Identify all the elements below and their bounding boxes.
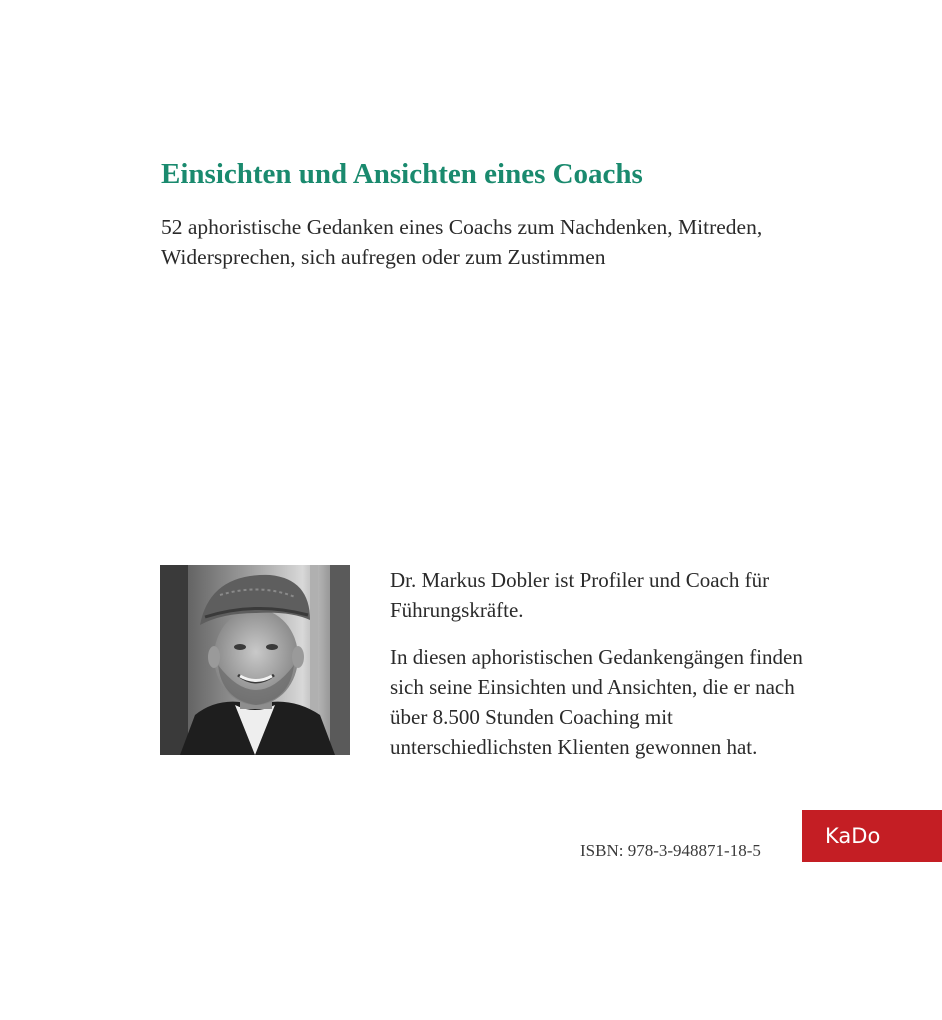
isbn-number: ISBN: 978-3-948871-18-5 [580,841,761,860]
publisher-logo: KaDo [802,810,942,862]
bio-paragraph: Dr. Markus Dobler ist Profiler und Coach für Führungskräfte. [390,568,770,622]
author-photo [160,565,350,755]
book-subtitle: 52 aphoristische Gedanken eines Coachs zum Nachdenken, Mitreden, Widersprechen, sich aufregen oder zum Zustimmen [161,215,763,269]
bio-paragraph: In diesen aphoristischen Gedankengängen finden sich seine Einsichten und Ansichten, die er nach über 8.500 Stunden Coaching mit unterschiedlichsten Klienten gewonnen hat. [390,645,803,759]
book-title: Einsichten und Ansichten eines Coachs [161,158,643,190]
author-bio [390,565,830,779]
